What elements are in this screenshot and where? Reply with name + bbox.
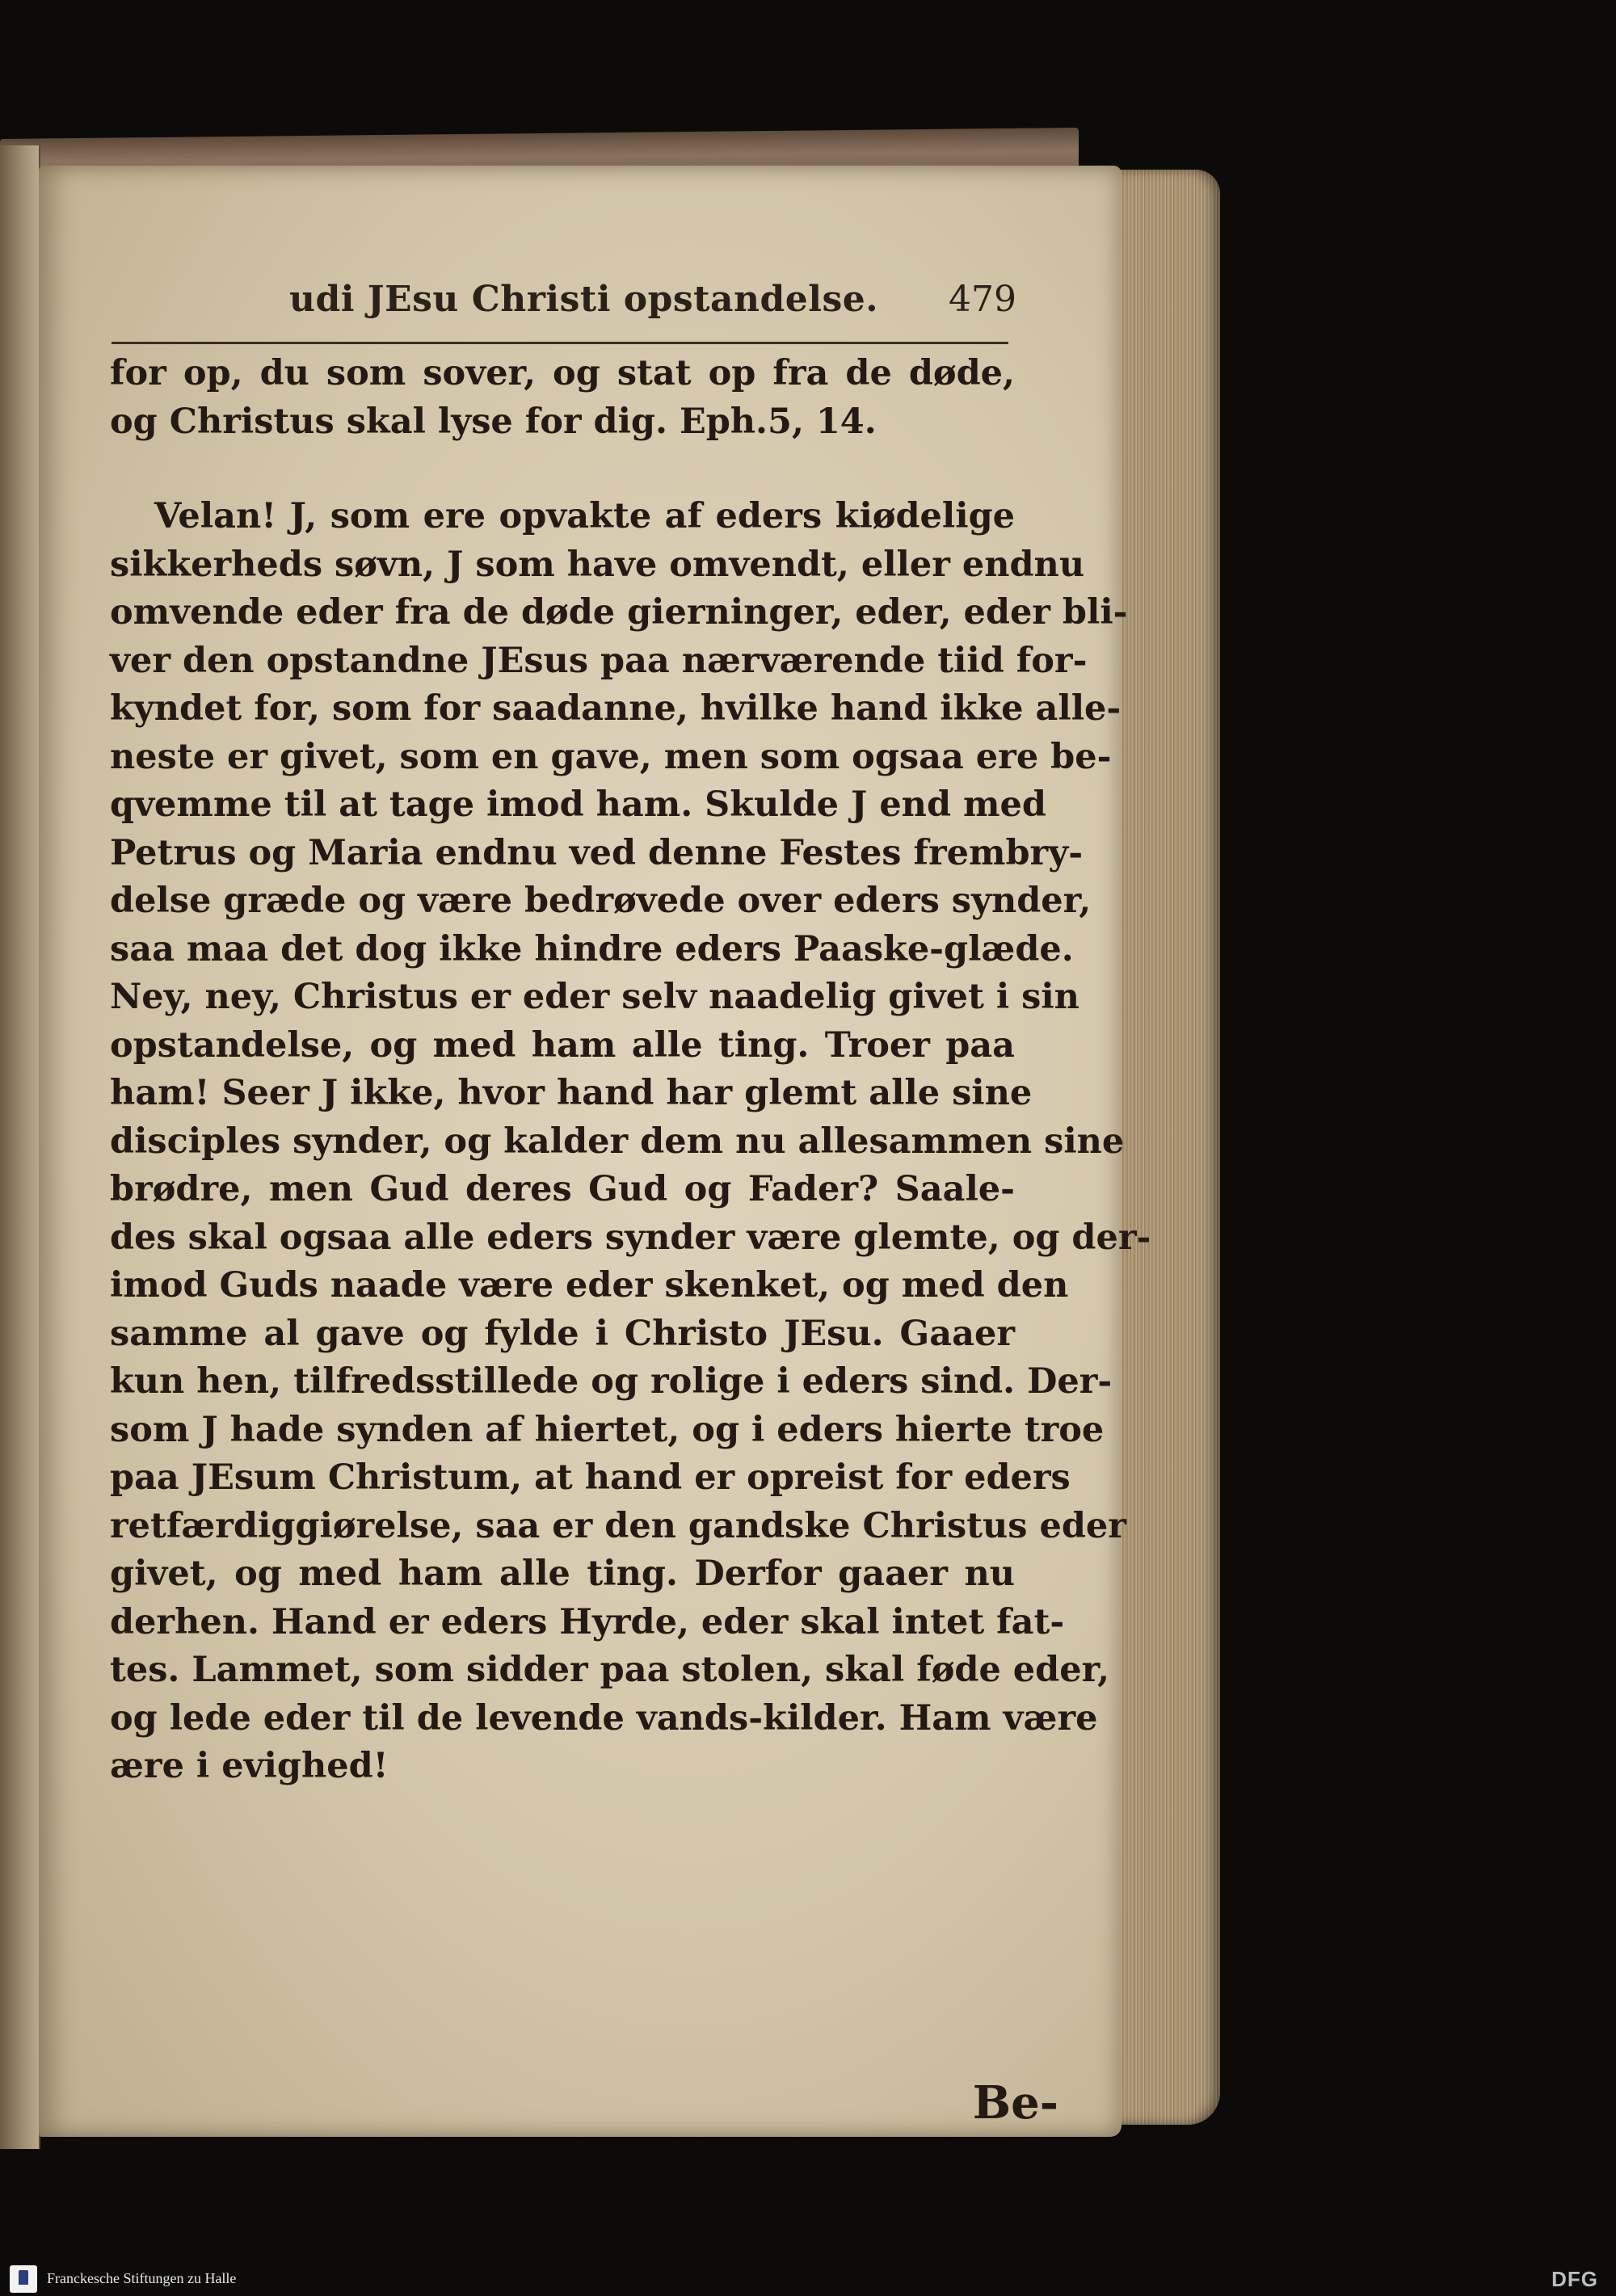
text-line: disciples synder, og kalder dem nu allesammen sine [110, 1121, 1125, 1162]
text-line: ære i evighed! [110, 1746, 389, 1786]
text-line: tes. Lammet, som sidder paa stolen, skal føde eder, [110, 1650, 1110, 1690]
text-line: ver den opstandne JEsus paa nærværende tiid for- [110, 640, 1088, 681]
dfg-mark: DFG [1551, 2267, 1598, 2291]
book-page [39, 166, 1151, 2137]
running-head: udi JEsu Christi opstandelse. [289, 279, 879, 320]
text-line: retfærdiggiørelse, saa er den gandske Christus eder [110, 1505, 1126, 1546]
text-line: derhen. Hand er eders Hyrde, eder skal intet fat- [110, 1601, 1065, 1642]
text-line: ham! Seer J ikke, hvor hand har glemt alle sine [110, 1073, 1033, 1113]
catchword: Be- [972, 2076, 1058, 2130]
text-line: delse græde og være bedrøvede over eders synder, [110, 881, 1092, 921]
text-line: sikkerheds søvn, J som have omvendt, eller endnu [110, 544, 1085, 585]
text-line: og lede eder til de levende vands-kilder. Ham være [110, 1697, 1098, 1739]
text-line: kun hen, tilfredsstillede og rolige i eders sind. Der- [110, 1361, 1113, 1402]
text-line: Petrus og Maria endnu ved denne Festes frembry- [110, 832, 1084, 873]
text-line: imod Guds naade være eder skenket, og med den [110, 1265, 1069, 1306]
previous-page-edge [0, 145, 40, 2149]
text-line: qvemme til at tage imod ham. Skulde J end med [110, 784, 1046, 825]
text-line: neste er givet, som en gave, men som ogsaa ere be- [110, 736, 1112, 777]
institution-logo-icon [10, 2265, 37, 2293]
text-line: samme al gave og fylde i Christo JEsu. Gaaer [110, 1313, 1015, 1354]
paragraph-gap [110, 446, 1015, 493]
text-line: givet, og med ham alle ting. Derfor gaaer nu [110, 1554, 1015, 1594]
text-line: som J hade synden af hiertet, og i eders hierte troe [110, 1409, 1105, 1450]
header-rule [112, 342, 1008, 344]
text-line: paa JEsum Christum, at hand er opreist for eders [110, 1457, 1071, 1498]
text-line: og Christus skal lyse for dig. Eph.5, 14. [110, 401, 877, 442]
page-number: 479 [949, 279, 1016, 320]
text-line: kyndet for, som for saadanne, hvilke hand ikke alle- [110, 688, 1122, 729]
text-line: des skal ogsaa alle eders synder være glemte, og der- [110, 1217, 1151, 1258]
viewer-footer [0, 2262, 1616, 2296]
page-header [289, 279, 1016, 335]
page-body [110, 350, 1151, 1791]
text-line: Velan! J, som ere opvakte af eders kiødelige [154, 496, 1015, 536]
text-line: brødre, men Gud deres Gud og Fader? Saale- [110, 1169, 1015, 1209]
text-line: saa maa det dog ikke hindre eders Paaske-glæde. [110, 928, 1074, 969]
text-line: for op, du som sover, og stat op fra de døde, [110, 353, 1015, 393]
text-line: omvende eder fra de døde gierninger, eder, eder bli- [110, 592, 1128, 633]
institution-credit: Franckesche Stiftungen zu Halle [47, 2270, 237, 2286]
text-line: opstandelse, og med ham alle ting. Troer paa [110, 1024, 1015, 1066]
text-line: Ney, ney, Christus er eder selv naadelig givet i sin [110, 977, 1079, 1017]
